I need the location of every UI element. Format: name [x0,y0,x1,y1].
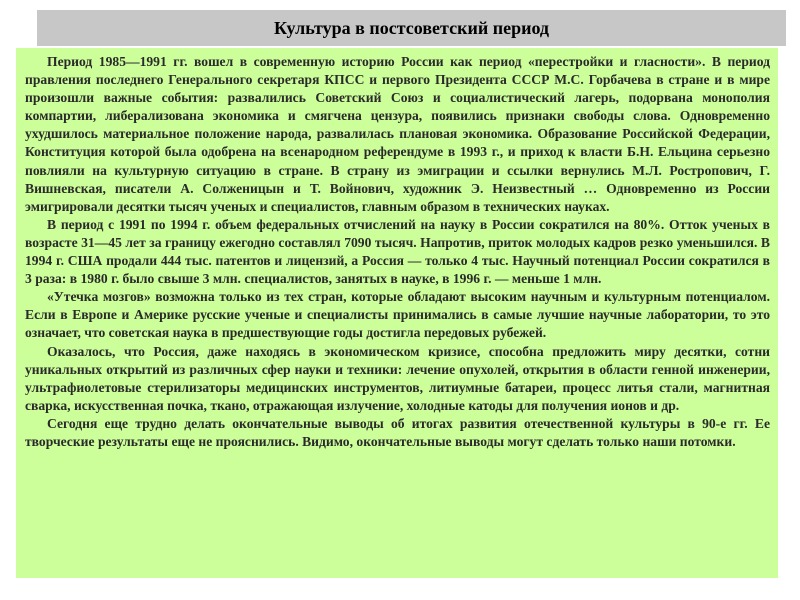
title-bar [37,10,786,46]
content-box [16,48,778,578]
paragraph-conclusion: Сегодня еще трудно делать окончательные выводы об итогах развития отечественной культуры в 90-е гг. Ее творческие результаты еще не прояснились. Видимо, окончательные выводы могут сделать только наши потомки. [25,415,770,449]
slide-title: Культура в постсоветский период [273,17,550,38]
paragraph-science-funding: В период с 1991 по 1994 г. объем федеральных отчислений на науку в России сократился на 80%. Отток ученых в возрасте 31—45 лет за границу ежегодно составлял 7090 тысяч. Напротив, приток молодых кадров резко уменьшился. В 1994 г. США продали 444 тыс. патентов и лицензий, а Россия — только 4 тыс. Научный потенциал России сократился в 3 раза: в 1980 г. было свыше 3 млн. специалистов, занятых в науке, в 1996 г. — меньше 1 млн. [25,216,770,287]
paragraph-perestroika: Период 1985—1991 гг. вошел в современную историю России как период «перестройки и гласности». В период правления последнего Генерального секретаря КПСС и первого Президента СССР М.С. Горбачева в стране и в мире произошли важные события: развалились Советский Союз и социалистический лагерь, подорвана монополия компартии, либерализована экономика и смягчена цензура, появились признаки свободы слова. Одновременно ухудшилось материальное положение народа, развалилась плановая экономика. Образование Российской Федерации, Конституция которой была одобрена на всенародном референдуме в 1993 г., и приход к власти Б.Н. Ельцина серьезно повлияли на культурную ситуацию в стране. В страну из эмиграции и ссылки вернулись М.Л. Ростропович, Г. Вишневская, писатели А. Солженицын и Т. Войнович, художник Э. Неизвестный … Одновременно из России эмигрировали десятки тысяч ученых и специалистов, главным образом в технических науках. [25,54,770,214]
paragraph-brain-drain: «Утечка мозгов» возможна только из тех стран, которые обладают высоким научным и культурным потенциалом. Если в Европе и Америке русские ученые и специалисты принимались в самые лучшие научные лаборатории, то это означает, что советская наука в предшествующие годы достигла передовых рубежей. [25,289,770,341]
paragraph-discoveries: Оказалось, что Россия, даже находясь в экономическом кризисе, способна предложить миру десятки, сотни уникальных открытий из различных сфер науки и техники: лечение опухолей, открытия в области генной инженерии, ультрафиолетовые стерилизаторы медицинских инструментов, литиумные батареи, процесс литья стали, магнитная сварка, искусственная почка, ткано, отражающая излучение, холодные катоды для получения ионов и др. [25,343,770,413]
